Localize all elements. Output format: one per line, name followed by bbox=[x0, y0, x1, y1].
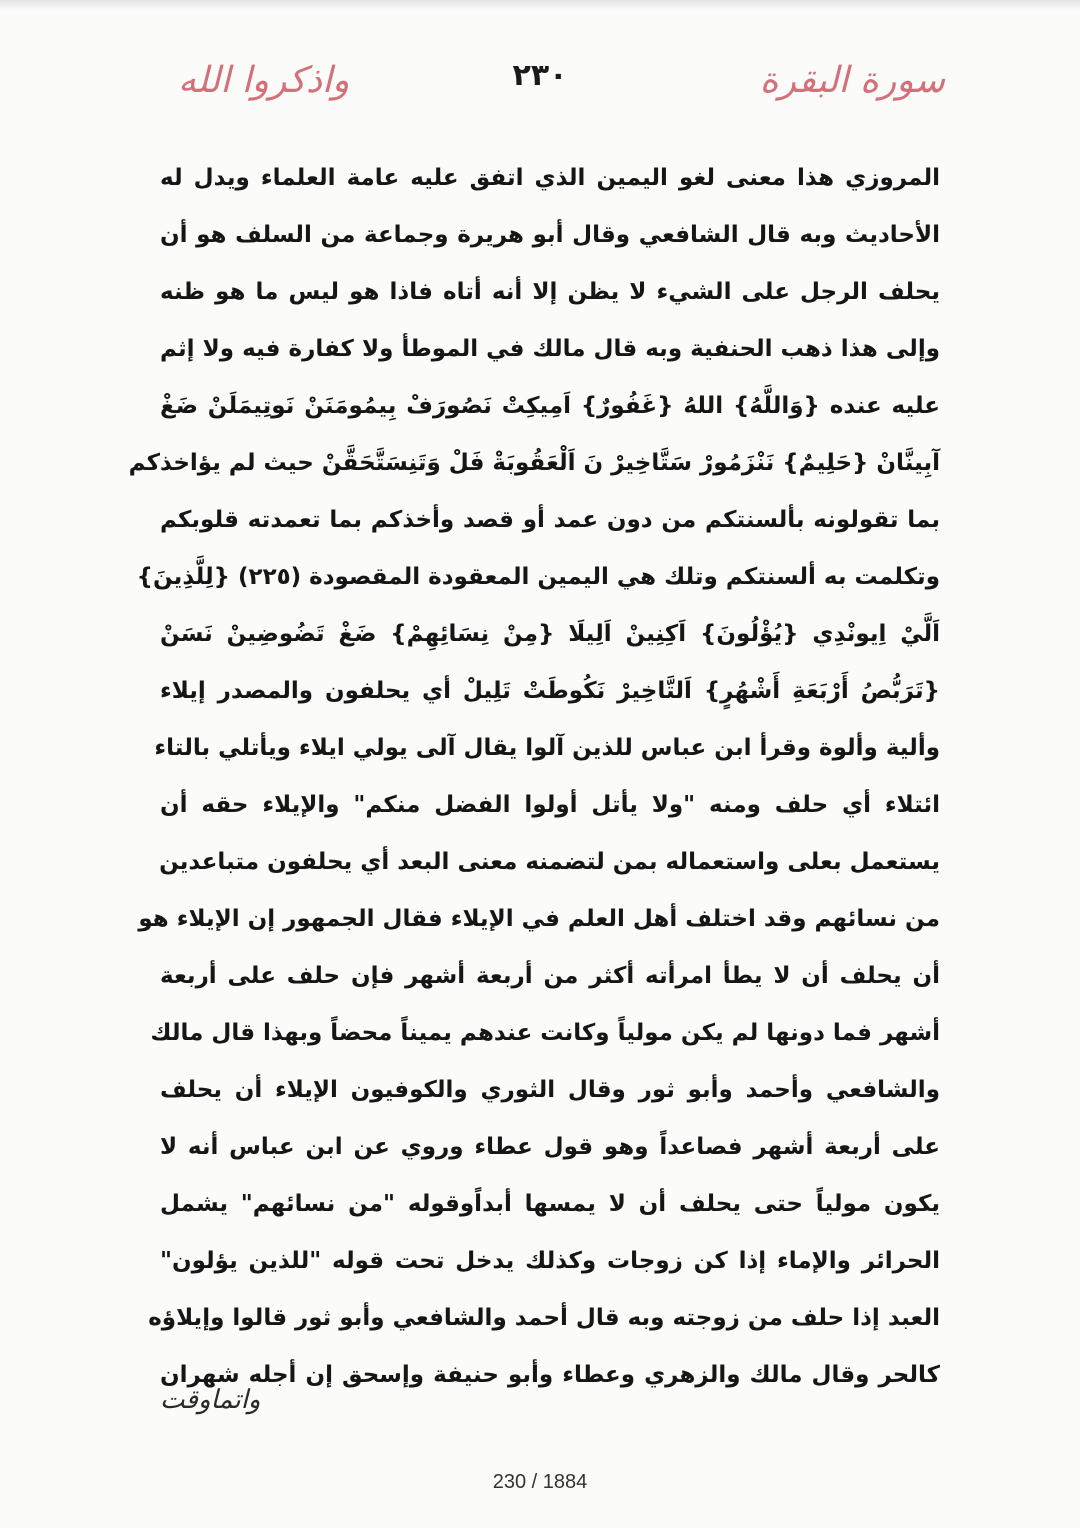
text-line: اَلَّيْ اِيونْدِي {يُؤْلُونَ} اَكِنِينْ اَلِيلَا {مِنْ نِسَائِهِمْ} ضَغْ تَضُوضِينْ نَسَنْ bbox=[160, 621, 940, 647]
surah-title: سورة البقرة bbox=[759, 60, 945, 101]
text-line: يكون مولياً حتى يحلف أن لا يمسها أبداًوقوله "من نسائهم" يشمل bbox=[160, 1191, 940, 1217]
page-indicator: 230 / 1884 bbox=[492, 1471, 588, 1493]
text-line: الأحاديث وبه قال الشافعي وقال أبو هريرة وجماعة من السلف هو أن bbox=[160, 222, 940, 248]
text-line: أشهر فما دونها لم يكن مولياً وكانت عندهم يميناً محضاً وبهذا قال مالك bbox=[150, 1020, 940, 1046]
text-line: وتكلمت به ألسنتكم وتلك هي اليمين المعقودة المقصودة (٢٢٥) {لِلَّذِينَ} bbox=[136, 564, 940, 590]
text-line: الحرائر والإماء إذا كن زوجات وكذلك يدخل تحت قوله "للذين يؤلون" bbox=[160, 1248, 940, 1274]
section-marker: واذكروا الله bbox=[178, 60, 350, 101]
page-top-edge bbox=[0, 0, 1080, 10]
text-line: يستعمل بعلى واستعماله بمن لتضمنه معنى البعد أي يحلفون متباعدين bbox=[159, 849, 940, 875]
text-line: بما تقولونه بألسنتكم من دون عمد أو قصد وأخذكم بما تعمدته قلوبكم bbox=[160, 507, 940, 533]
text-line: وألية وألوة وقرأ ابن عباس للذين آلوا يقال آلى يولي ايلاء ويأتلي بالتاء bbox=[154, 735, 940, 761]
catchword: واتماوقت bbox=[160, 1385, 261, 1415]
body-text bbox=[128, 150, 940, 1404]
text-line: يحلف الرجل على الشيء لا يظن إلا أنه أتاه فاذا هو ليس ما هو ظنه bbox=[160, 279, 940, 305]
text-line: والشافعي وأحمد وأبو ثور وقال الثوري والكوفيون الإيلاء أن يحلف bbox=[160, 1077, 940, 1103]
text-line: العبد إذا حلف من زوجته وبه قال أحمد والشافعي وأبو ثور قالوا وإيلاؤه bbox=[148, 1305, 940, 1331]
text-line: وإلى هذا ذهب الحنفية وبه قال مالك في الموطأ ولا كفارة فيه ولا إثم bbox=[160, 336, 940, 362]
text-line: {تَرَبُّصُ أَرْبَعَةِ أَشْهُرٍ} اَلتَّاخِيرْ نَكُوطَتْ تَلِيلْ أي يحلفون والمصدر إيلاء bbox=[160, 678, 940, 704]
page-number: ٢٣٠ bbox=[512, 58, 568, 93]
text-line: المروزي هذا معنى لغو اليمين الذي اتفق عليه عامة العلماء ويدل له bbox=[160, 165, 940, 191]
text-line: على أربعة أشهر فصاعداً وهو قول عطاء وروي عن ابن عباس أنه لا bbox=[160, 1134, 940, 1160]
text-line: عليه عنده {وَاللَّهُ} اللهُ {غَفُورٌ} اَمِيكِتْ نَصُورَفْ بِيمُومَنَنْ نَوتِيمَلَنْ ضَغْ bbox=[160, 393, 940, 419]
text-line: ائتلاء أي حلف ومنه "ولا يأتل أولوا الفضل منكم" والإيلاء حقه أن bbox=[160, 792, 940, 818]
text-line: من نسائهم وقد اختلف أهل العلم في الإيلاء فقال الجمهور إن الإيلاء هو bbox=[138, 906, 940, 932]
text-line: آبِينَّانْ {حَلِيمٌ} نَنْزَمُورْ سَتَّاخِيرْ نَ اَلْعَقُوبَةْ فَلْ وَتَنِسَتَّحَقَّنْ حيث لم يؤاخذكم bbox=[128, 450, 940, 476]
text-line: كالحر وقال مالك والزهري وعطاء وأبو حنيفة وإسحق إن أجله شهران bbox=[160, 1362, 940, 1388]
text-line: أن يحلف أن لا يطأ امرأته أكثر من أربعة أشهر فإن حلف على أربعة bbox=[160, 963, 940, 989]
